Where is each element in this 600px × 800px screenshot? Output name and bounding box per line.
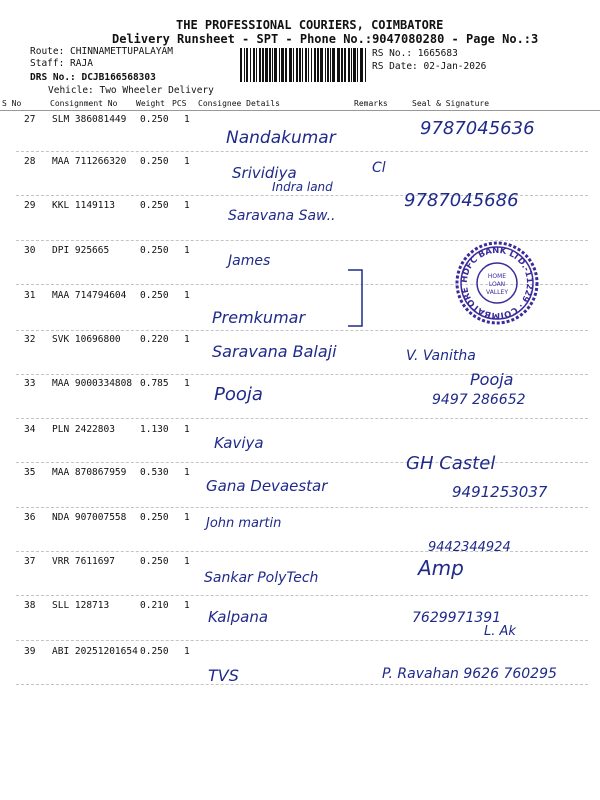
pcs-cell: 1 [184,378,190,389]
row-divider [16,462,588,463]
consignee-handwriting: Nandakumar [226,128,336,148]
svg-text:HOME: HOME [487,273,507,280]
rs-date: RS Date: 02-Jan-2026 [372,61,487,72]
pcs-cell: 1 [184,467,190,478]
signature-handwriting: Cl [372,160,386,176]
weight-cell: 0.530 [140,467,169,478]
svg-text:VALLEY: VALLEY [486,289,508,296]
consignment-cell: MAA 714794604 [52,290,127,301]
consignment-cell: NDA 907007558 [52,512,127,523]
route-label: Route: CHINNAMETTUPALAYAM [30,46,173,57]
pcs-cell: 1 [184,200,190,211]
consignee-handwriting: Saravana Balaji [212,342,337,361]
sno-cell: 37 [24,556,36,567]
col-header-consignment: Consignment No [50,99,118,108]
weight-cell: 0.250 [140,114,169,125]
sno-cell: 31 [24,290,36,301]
consignment-cell: MAA 711266320 [52,156,127,167]
row-divider [16,640,588,641]
bank-seal-icon [454,240,540,326]
runsheet-subtitle: Delivery Runsheet - SPT - Phone No.:9047080280 - Page No.:3 [112,32,539,46]
signature-handwriting-line2: L. Ak [484,624,516,639]
consignee-handwriting: John martin [206,516,282,531]
col-header-consignee: Consignee Details [198,99,280,108]
sno-cell: 38 [24,600,36,611]
signature-handwriting-line2: 9497 286652 [432,392,526,408]
remarks-bracket [344,268,368,330]
consignment-cell: SVK 10696800 [52,334,121,345]
sno-cell: 28 [24,156,36,167]
staff-label: Staff: RAJA [30,58,93,69]
col-header-pcs: PCS [172,99,187,108]
consignee-handwriting: TVS [208,666,239,685]
consignee-handwriting: Pooja [214,384,263,405]
consignee-handwriting: Srividiya [232,164,297,182]
sno-cell: 33 [24,378,36,389]
row-divider [16,418,588,419]
row-divider [16,507,588,508]
weight-cell: 0.250 [140,556,169,567]
consignment-cell: DPI 925665 [52,245,110,256]
sno-cell: 36 [24,512,36,523]
svg-text:LOAN: LOAN [488,281,506,288]
consignee-handwriting-line2: Indra land [272,180,333,194]
consignment-cell: MAA 9000334808 [52,378,133,389]
pcs-cell: 1 [184,156,190,167]
col-header-weight: Weight [136,99,165,108]
row-divider [16,330,588,331]
sno-cell: 34 [24,424,36,435]
header-divider [0,110,600,111]
signature-handwriting: P. Ravahan 9626 760295 [382,666,557,682]
sno-cell: 39 [24,646,36,657]
col-header-seal: Seal & Signature [412,99,490,108]
company-title: THE PROFESSIONAL COURIERS, COIMBATORE [176,18,444,32]
vehicle-label: Vehicle: Two Wheeler Delivery [48,85,214,96]
svg-text:HDFC BANK LTD.-11229 · COIMBAT: HDFC BANK LTD.-11229 · COIMBATORE [459,245,535,321]
weight-cell: 0.250 [140,512,169,523]
consignee-handwriting: Premkumar [212,308,306,327]
signature-handwriting: 9787045636 [420,118,535,139]
weight-cell: 0.250 [140,156,169,167]
pcs-cell: 1 [184,646,190,657]
signature-handwriting: GH Castel [406,453,496,474]
consignment-cell: SLL 128713 [52,600,110,611]
row-divider [16,595,588,596]
drs-number: DRS No.: DCJB166568303 [30,72,156,83]
consignment-cell: VRR 7611697 [52,556,115,567]
signature-handwriting: Amp [418,556,464,580]
row-divider [16,151,588,152]
consignee-handwriting: Kaviya [214,434,264,452]
pcs-cell: 1 [184,512,190,523]
consignee-handwriting: Gana Devaestar [206,477,328,495]
signature-handwriting: 9787045686 [404,190,519,211]
rs-number: RS No.: 1665683 [372,48,458,59]
barcode-icon [240,48,366,82]
consignment-cell: PLN 2422803 [52,424,115,435]
pcs-cell: 1 [184,114,190,125]
pcs-cell: 1 [184,600,190,611]
sno-cell: 27 [24,114,36,125]
consignee-handwriting: Kalpana [208,608,269,626]
col-header-sno: S No [2,99,22,108]
consignment-cell: ABI 20251201654 [52,646,138,657]
consignment-cell: SLM 386081449 [52,114,127,125]
weight-cell: 0.250 [140,646,169,657]
pcs-cell: 1 [184,424,190,435]
sno-cell: 30 [24,245,36,256]
weight-cell: 1.130 [140,424,169,435]
consignment-cell: MAA 870867959 [52,467,127,478]
weight-cell: 0.250 [140,245,169,256]
consignee-handwriting: Sankar PolyTech [204,570,319,586]
signature-handwriting: 7629971391 [412,610,502,626]
consignee-handwriting: Saravana Saw.. [228,208,336,224]
signature-handwriting: V. Vanitha [406,348,476,364]
signature-handwriting: Pooja [470,370,514,389]
sno-cell: 35 [24,467,36,478]
pcs-cell: 1 [184,334,190,345]
consignment-cell: KKL 1149113 [52,200,115,211]
signature-handwriting-line2: 9491253037 [452,483,548,501]
weight-cell: 0.785 [140,378,169,389]
weight-cell: 0.220 [140,334,169,345]
pcs-cell: 1 [184,245,190,256]
weight-cell: 0.250 [140,200,169,211]
sno-cell: 32 [24,334,36,345]
row-divider [16,684,588,685]
row-divider [16,551,588,552]
col-header-remarks: Remarks [354,99,388,108]
pcs-cell: 1 [184,556,190,567]
weight-cell: 0.250 [140,290,169,301]
pcs-cell: 1 [184,290,190,301]
sno-cell: 29 [24,200,36,211]
consignee-handwriting: James [228,253,271,269]
signature-handwriting: 9442344924 [428,540,511,555]
weight-cell: 0.210 [140,600,169,611]
